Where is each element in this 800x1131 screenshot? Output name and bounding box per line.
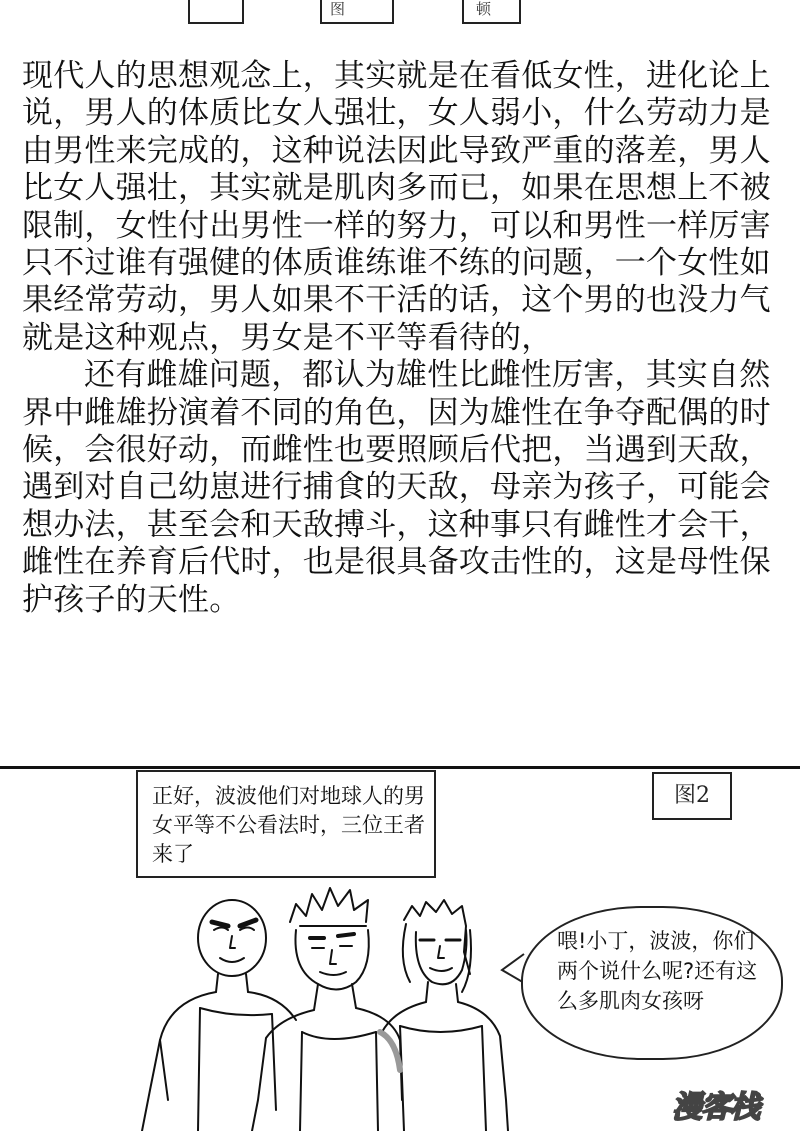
speech-bubble [521,906,783,1060]
panel-divider [0,766,800,769]
narration-box: 正好，波波他们对地球人的男女平等不公看法时，三位王者来了 [136,770,436,878]
figure-label: 图2 [652,772,732,820]
figure-stub-suffix: 顿 [476,0,492,18]
frame-stub [462,0,521,24]
previous-panel-strip [0,0,800,40]
figure-stub-label: 图 [330,0,346,18]
frame-stub [188,0,244,24]
figure-stub [320,0,394,24]
essay-paragraph-1: 现代人的思想观念上，其实就是在看低女性，进化论上说，男人的体质比女人强壮，女人弱小，什么劳动力是由男性来完成的，这种说法因此导致严重的落差，男人比女人强壮，其实就是肌肉多而已，如果在思想上不被限制，女性付出男性一样的努力，可以和男性一样厉害只不过谁有强健的体质谁练谁不练的问题，一个女性如果经常劳动，男人如果不干活的话，这个男的也没力气就是这种观点，男女是不平等看待的， [22,58,771,356]
speech-text: 喂!小丁，波波，你们两个说什么呢?还有这么多肌肉女孩呀 [557,929,758,1013]
essay-paragraph-2: 还有雌雄问题，都认为雄性比雌性厉害，其实自然界中雌雄扮演着不同的角色，因为雄性在争夺配偶的时候，会很好动，而雌性也要照顾后代把，当遇到天敌，遇到对自己幼崽进行捕食的天敌，母亲为孩子，可能会想办法，甚至会和天敌搏斗，这种事只有雌性才会干，雌性在养育后代时，也是很具备攻击性的，这是母性保护孩子的天性。 [22,357,771,618]
bald-character [142,900,296,1131]
essay-text [22,58,792,619]
watermark-logo: 漫客栈 [672,1090,759,1125]
